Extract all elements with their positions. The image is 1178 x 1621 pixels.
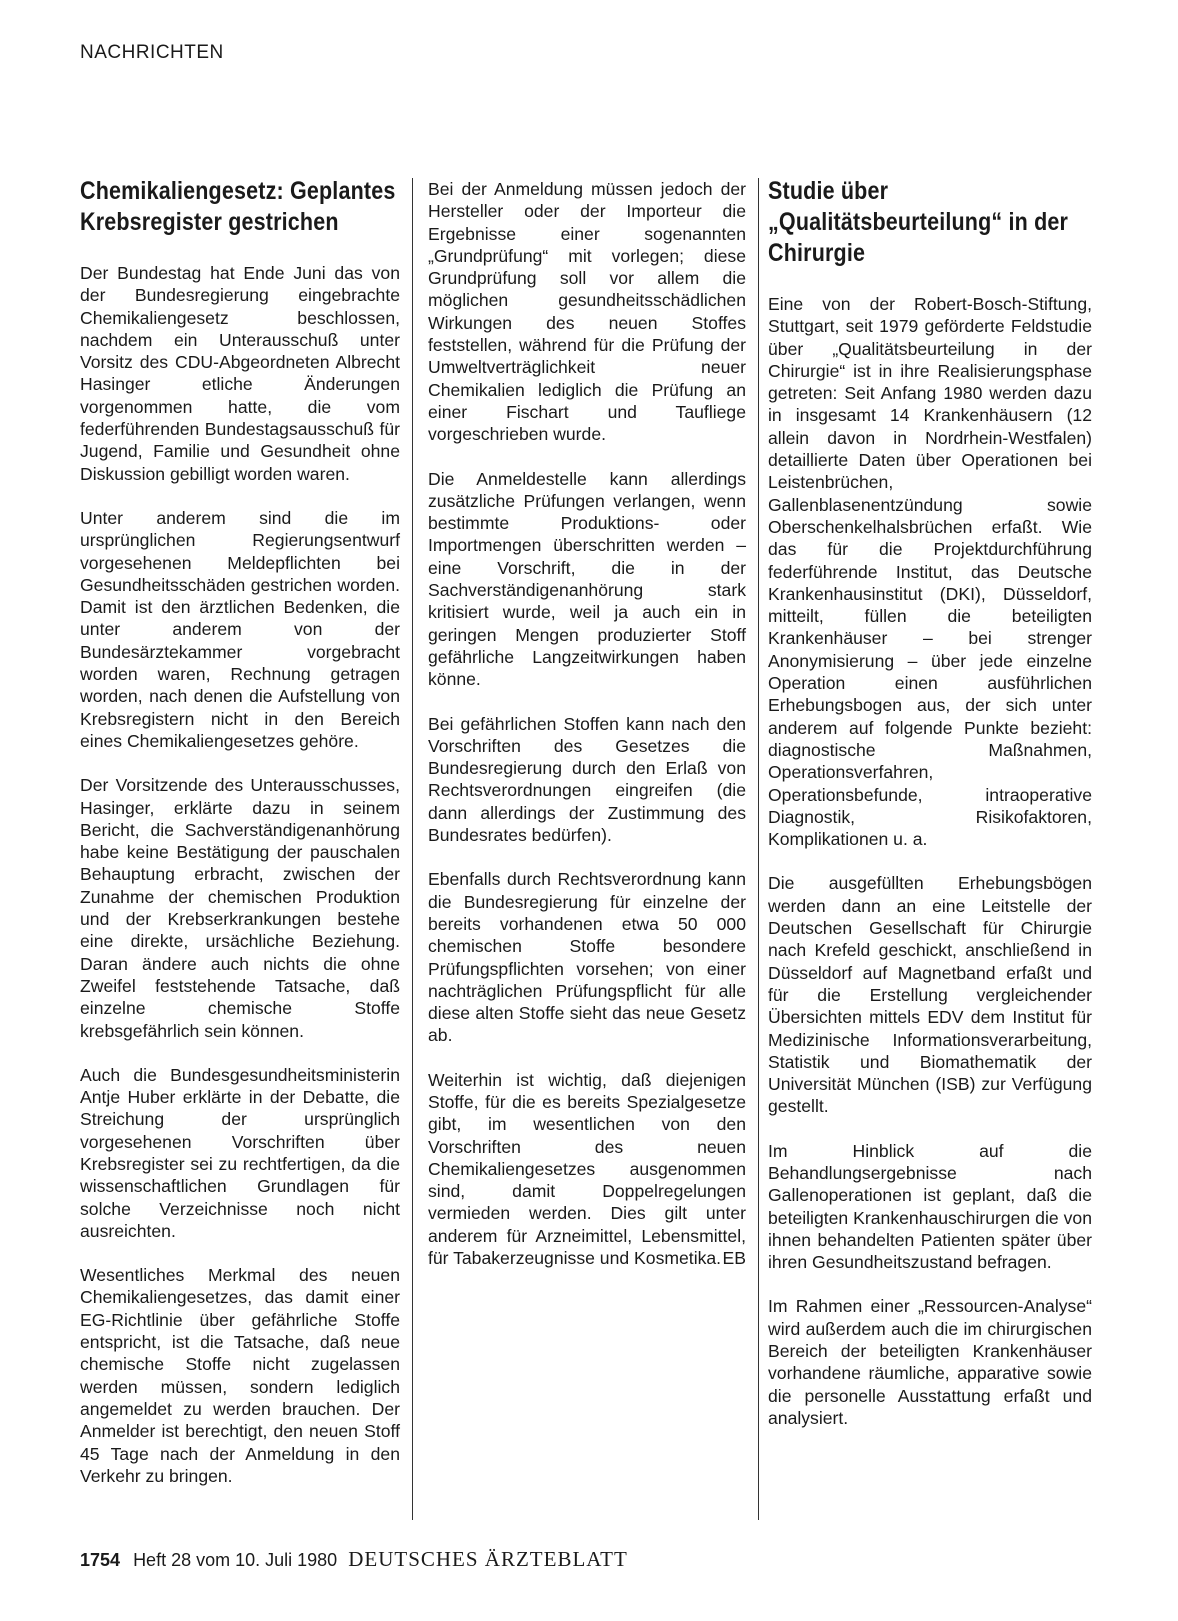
column-divider — [758, 178, 759, 1520]
article2-column — [768, 176, 1092, 1451]
page-footer — [80, 1547, 628, 1572]
article2-paragraph: Im Rahmen einer „Ressourcen-Analyse“ wird außerdem auch die im chirurgischen Bereich der beteiligten Krankenhäuser vorhandene räumliche, apparative sowie die personelle Ausstattung erfaßt und analysiert. — [768, 1296, 1092, 1428]
masthead: DEUTSCHES ÄRZTEBLATT — [348, 1547, 628, 1571]
article1-last-paragraph — [428, 1069, 746, 1270]
article1-paragraph: Auch die Bundesgesundheitsministerin Antje Huber erklärte in der Debatte, die Streichung der ursprünglich vorgesehenen Vorschriften über Krebsregister sei zu rechtfertigen, da die wissenschaftlichen Grundlagen für solche Verzeichnisse noch nicht ausreichten. — [80, 1064, 400, 1241]
article1-paragraph: Ebenfalls durch Rechtsverordnung kann die Bundesregierung für einzelne der bereits vorhandenen etwa 50 000 chemischen Stoffe besondere Prüfungspflichten vorsehen; von einer nachträglichen Prüfungspflicht für alle diese alten Stoffe sieht das neue Gesetz ab. — [428, 869, 746, 1046]
article1-column2 — [428, 178, 746, 1291]
article1-paragraph: Der Bundestag hat Ende Juni das von der Bundesregierung eingebrachte Chemikaliengesetz beschlossen, nachdem ein Unterausschuß unter Vorsitz des CDU-Abgeordneten Albrecht Hasinger etliche Änderungen vorgenommen hatte, die vom federführenden Bundestagsausschuß für Jugend, Familie und Gesundheit ohne Diskussion gebilligt worden waren. — [80, 263, 400, 484]
article1-paragraph: Weiterhin ist wichtig, daß diejenigen Stoffe, für die es bereits Spezialgesetze gibt, im wesentlichen von den Vorschriften des neuen Chemikaliengesetzes ausgenommen sind, damit Doppelregelungen vermieden werden. Dies gilt unter anderem für Arzneimittel, Lebensmittel, für Tabakerzeugnisse und Kosmetika. — [428, 1069, 746, 1269]
article1-paragraph: Unter anderem sind die im ursprünglichen Regierungsentwurf vorgesehenen Meldepflichten bei Gesundheitsschäden gestrichen worden. Damit ist den ärztlichen Bedenken, die unter anderem von der Bundesärztekammer vorgebracht worden waren, Rechnung getragen worden, nach denen die Aufstellung von Krebsregistern nicht in den Bereich eines Chemikaliengesetzes gehöre. — [80, 507, 400, 751]
article2-title: Studie über „Qualitätsbeurteilung“ in der Chirurgie — [768, 177, 1069, 267]
article2-paragraph: Die ausgefüllten Erhebungsbögen werden dann an eine Leitstelle der Deutschen Gesellschaft für Chirurgie nach Krefeld geschickt, anschließend in Düsseldorf auf Magnetband erfaßt und für die Erstellung vergleichender Übersichten mittels EDV dem Institut für Medizinische Informationsverarbeitung, Statistik und Biomathematik der Universität München (ISB) zur Verfügung gestellt. — [768, 873, 1092, 1117]
article1-paragraph: Bei der Anmeldung müssen jedoch der Hersteller oder der Importeur die Ergebnisse einer sogenannten „Grundprüfung“ mit vorlegen; diese Grundprüfung soll vor allem die möglichen gesundheitsschädlichen Wirkungen des neuen Stoffes feststellen, während für die Prüfung der Umweltverträglichkeit neuer Chemikalien lediglich die Prüfung an einer Fischart und Taufliege vorgeschrieben wurde. — [428, 179, 746, 445]
article1-paragraph: Der Vorsitzende des Unterausschusses, Hasinger, erklärte dazu in seinem Bericht, die Sachverständigenanhörung habe keine Bestätigung der pauschalen Behauptung erbracht, zwischen der Zunahme der chemischen Produktion und der Krebserkrankungen bestehe eine direkte, ursächliche Beziehung. Daran ändere auch nichts die ohne Zweifel feststehende Tatsache, daß einzelne chemische Stoffe krebsgefährlich sein können. — [80, 775, 400, 1041]
article1-paragraph: Bei gefährlichen Stoffen kann nach den Vorschriften des Gesetzes die Bundesregierung durch den Erlaß von Rechtsverordnungen eingreifen (die dann allerdings der Zustimmung des Bundesrates bedürfen). — [428, 713, 746, 846]
column-divider — [412, 178, 413, 1520]
article1-title: Chemikaliengesetz: Geplantes Krebsregister gestrichen — [80, 177, 396, 236]
article1-paragraph: Wesentliches Merkmal des neuen Chemikaliengesetzes, das damit einer EG-Richtlinie über gefährliche Stoffe entspricht, ist die Tatsache, daß neue chemische Stoffe nicht zugelassen werden müssen, sondern lediglich angemeldet zu werden brauchen. Der Anmelder ist berechtigt, den neuen Stoff 45 Tage nach der Anmeldung in den Verkehr zu bringen. — [80, 1265, 400, 1486]
article1-paragraph: Die Anmeldestelle kann allerdings zusätzliche Prüfungen verlangen, wenn bestimmte Produktions- oder Importmengen überschritten werden – eine Vorschrift, die in der Sachverständigenanhörung stark kritisiert wurde, weil ja auch ein in geringen Mengen produzierter Stoff gefährliche Langzeitwirkungen haben könne. — [428, 468, 746, 690]
issue-info: Heft 28 vom 10. Juli 1980 — [133, 1550, 338, 1570]
article2-paragraph: Eine von der Robert-Bosch-Stiftung, Stuttgart, seit 1979 geförderte Feldstudie über „Qualitätsbeurteilung in der Chirurgie“ ist in ihre Realisierungsphase getreten: Seit Anfang 1980 werden dazu in insgesamt 14 Krankenhäusern (12 allein davon in Nordrhein-Westfalen) detaillierte Daten über Operationen bei Leistenbrüchen, Gallenblasenentzündung sowie Oberschenkelhalsbrüchen erfaßt. Wie das für die Projektdurchführung federführende Institut, das Deutsche Krankenhausinstitut (DKI), Düsseldorf, mitteilt, füllen die beteiligten Krankenhäuser – bei strenger Anonymisierung – über jede einzelne Operation einen ausführlichen Erhebungsbogen aus, der sich unter anderem auf folgende Punkte bezieht: diagnostische Maßnahmen, Operationsverfahren, Operationsbefunde, intraoperative Diagnostik, Risikofaktoren, Komplikationen u. a. — [768, 294, 1092, 850]
author-signature: EB — [722, 1248, 746, 1269]
article1-column1 — [80, 176, 400, 1509]
page-number: 1754 — [80, 1550, 121, 1570]
article2-paragraph: Im Hinblick auf die Behandlungsergebnisse nach Gallenoperationen ist geplant, daß die beteiligten Krankenhauschirurgen die von ihnen behandelten Patienten später über ihren Gesundheitszustand befragen. — [768, 1140, 1092, 1273]
section-label: NACHRICHTEN — [80, 42, 224, 63]
